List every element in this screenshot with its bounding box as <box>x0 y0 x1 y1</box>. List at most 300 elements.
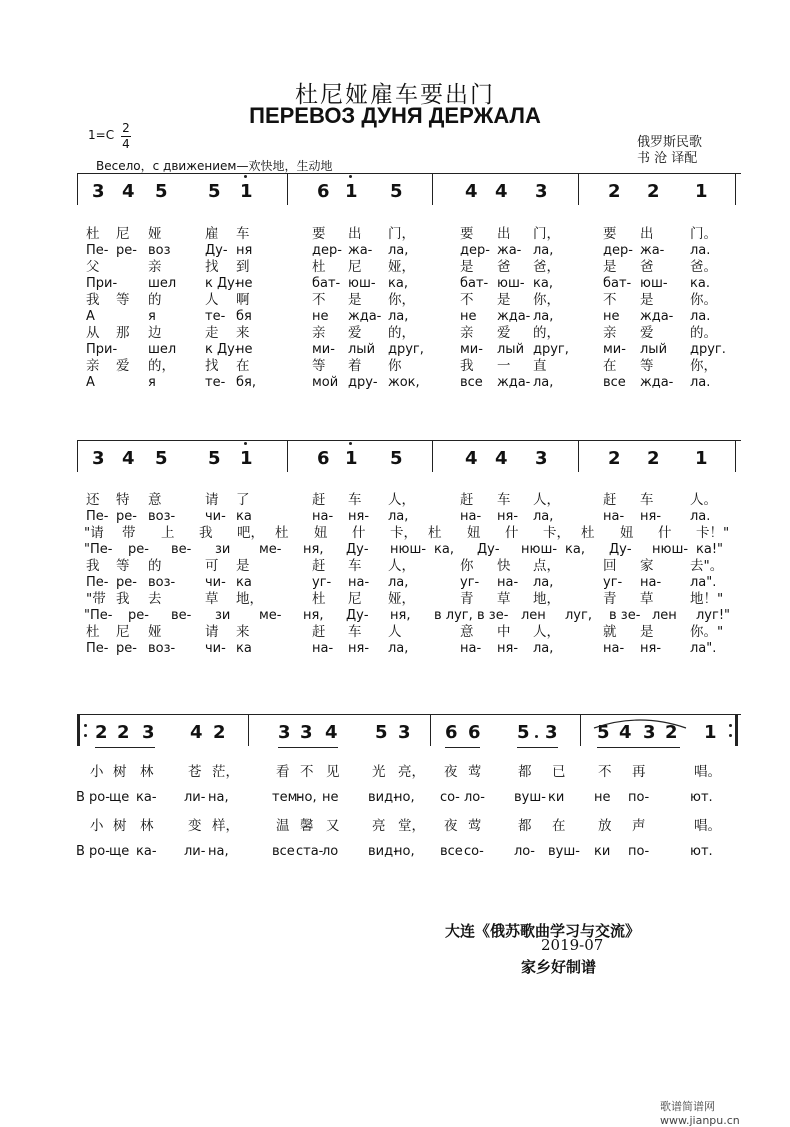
barline <box>77 440 78 472</box>
lyric-syllable: ка <box>236 574 252 590</box>
lyric-syllable: 杜 <box>428 525 442 541</box>
note: 3 <box>398 722 411 743</box>
lyric-syllable: ло <box>322 844 339 859</box>
lyric-syllable: друг, <box>388 341 424 357</box>
lyric-syllable: 从 <box>86 325 100 341</box>
lyric-syllable: 林 <box>140 764 154 780</box>
lyric-syllable: 边 <box>148 325 162 341</box>
lyric-syllable: не <box>312 308 329 324</box>
slur <box>592 716 692 730</box>
time-signature <box>121 122 131 151</box>
lyric-syllable: юш- <box>497 275 525 291</box>
note: 4 <box>465 181 478 202</box>
lyric-syllable: чи- <box>205 508 226 524</box>
note: 3 <box>545 722 558 743</box>
lyric-syllable: 都 <box>518 764 532 780</box>
lyric-syllable: дру- <box>348 374 378 390</box>
lyric-syllable: луг!" <box>696 607 731 623</box>
lyric-syllable: ло- <box>514 844 535 859</box>
lyric-syllable: 我 <box>86 292 100 308</box>
note: 2 <box>608 448 621 469</box>
note: 1 <box>345 448 358 469</box>
title-russian: ПЕРЕВОЗ ДУНЯ ДЕРЖАЛА <box>249 103 541 128</box>
lyric-syllable: 等 <box>312 358 326 374</box>
lyric-syllable: лен <box>652 607 677 623</box>
barline <box>578 173 579 205</box>
lyric-syllable: 妞 <box>314 525 328 541</box>
lyric-syllable: вид- <box>368 790 398 805</box>
lyric-syllable: 家 <box>640 558 654 574</box>
lyric-syllable: 门， <box>388 226 415 242</box>
lyric-syllable: 杜 <box>86 226 100 242</box>
lyric-syllable: 请 <box>205 624 219 640</box>
time-numerator: 2 <box>122 121 130 135</box>
note: 5 <box>155 448 168 469</box>
lyric-syllable: При- <box>86 341 118 357</box>
lyric-syllable: 的 <box>148 292 162 308</box>
barline <box>248 714 249 746</box>
lyric-syllable: 的 <box>148 558 162 574</box>
lyric-syllable: 亲 <box>603 325 617 341</box>
lyric-syllable: 门。 <box>690 226 717 242</box>
lyric-syllable: 的， <box>148 358 175 374</box>
lyric-syllable: не <box>322 790 339 805</box>
note: 4 <box>465 448 478 469</box>
lyric-syllable: 直 <box>533 358 547 374</box>
lyric-syllable: бат- <box>460 275 489 291</box>
lyric-syllable: 已 <box>552 764 566 780</box>
lyric-syllable: жда- <box>497 374 531 390</box>
lyric-syllable: ре- <box>116 242 137 258</box>
lyric-syllable: 地， <box>533 591 560 607</box>
note: 3 <box>92 181 105 202</box>
lyric-syllable: 是 <box>236 558 250 574</box>
note: 4 <box>619 722 632 743</box>
lyric-syllable: 特 <box>116 492 130 508</box>
note: 5 <box>517 722 530 743</box>
lyric-syllable: 看 <box>276 764 290 780</box>
lyric-syllable: 亲 <box>312 325 326 341</box>
lyric-syllable: 不 <box>598 764 612 780</box>
lyric-syllable: ка <box>236 508 252 524</box>
lyric-syllable: уг- <box>312 574 332 590</box>
lyric-syllable: дер- <box>603 242 633 258</box>
lyric-syllable: 爸 <box>640 259 654 275</box>
lyric-syllable: ня, <box>303 607 324 623</box>
barline <box>735 440 736 472</box>
barline <box>430 714 431 746</box>
note: 5 <box>208 181 221 202</box>
lyric-syllable: "Пе- <box>84 607 113 623</box>
octave-dot <box>349 442 352 445</box>
lyric-syllable: 树 <box>113 764 127 780</box>
lyric-syllable: по- <box>628 844 650 859</box>
lyric-syllable: "带 <box>86 591 106 607</box>
lyric-syllable: дер- <box>312 242 342 258</box>
lyric-syllable: 妞 <box>620 525 634 541</box>
lyric-syllable: нюш- <box>521 541 558 557</box>
lyric-syllable: 什 <box>505 525 519 541</box>
lyric-syllable: 父 <box>86 259 100 275</box>
lyric-syllable: 出 <box>348 226 362 242</box>
lyric-syllable: 在 <box>603 358 617 374</box>
translator-credit: 书 沧 译配 <box>637 151 698 166</box>
lyric-syllable: жда- <box>640 374 674 390</box>
lyric-syllable: жа- <box>348 242 373 258</box>
note: 4 <box>325 722 338 743</box>
lyric-syllable: 不 <box>460 292 474 308</box>
lyric-syllable: 你， <box>690 358 717 374</box>
lyric-syllable: лый <box>497 341 525 357</box>
lyric-syllable: ка!" <box>696 541 724 557</box>
lyric-syllable: Ду- <box>205 242 228 258</box>
lyric-syllable: на, <box>208 790 229 805</box>
lyric-syllable: ла, <box>388 308 409 324</box>
lyric-syllable: ка- <box>136 844 157 859</box>
lyric-syllable: на, <box>208 844 229 859</box>
lyric-syllable: бат- <box>312 275 341 291</box>
lyric-syllable: 是 <box>460 259 474 275</box>
lyric-syllable: 卡， <box>543 525 570 541</box>
lyric-syllable: бат- <box>603 275 632 291</box>
lyric-syllable: чи- <box>205 574 226 590</box>
lyric-syllable: к Ду- <box>205 275 240 291</box>
lyric-syllable: уг- <box>460 574 480 590</box>
lyric-syllable: ла, <box>533 508 554 524</box>
lyric-syllable: 杜 <box>312 591 326 607</box>
lyric-syllable: 赶 <box>312 492 326 508</box>
lyric-syllable: 在 <box>552 818 566 834</box>
lyric-syllable: 尼 <box>348 259 362 275</box>
lyric-syllable: 车 <box>348 558 362 574</box>
lyric-syllable: зи <box>215 607 231 623</box>
credit-maker: 家乡好制谱 <box>521 958 597 976</box>
lyric-syllable: 你 <box>460 558 474 574</box>
lyric-syllable: 苍 <box>188 764 202 780</box>
lyric-syllable: в луг, <box>434 607 473 623</box>
lyric-syllable: 来 <box>236 624 250 640</box>
lyric-syllable: ла, <box>388 640 409 656</box>
note: 3 <box>92 448 105 469</box>
tempo-marking: Весело，с движением—欢快地，生动地 <box>96 159 333 173</box>
lyric-syllable: 再 <box>632 764 646 780</box>
lyric-syllable: В ро- <box>76 790 110 805</box>
lyric-syllable: 的， <box>533 325 560 341</box>
lyric-syllable: В ро- <box>76 844 110 859</box>
lyric-syllable: ка, <box>533 275 553 291</box>
lyric-syllable: ре- <box>128 541 149 557</box>
lyric-syllable: 你。" <box>690 624 724 640</box>
lyric-syllable: 快 <box>497 558 511 574</box>
lyric-syllable: 小 <box>90 764 104 780</box>
note: 5 <box>155 181 168 202</box>
lyric-syllable: ла, <box>533 640 554 656</box>
lyric-syllable: 车 <box>640 492 654 508</box>
lyric-syllable: по- <box>628 790 650 805</box>
note: 2 <box>117 722 130 743</box>
barline <box>77 173 78 205</box>
lyric-syllable: ли- <box>184 790 206 805</box>
credit-source: 大连《俄苏歌曲学习与交流》 <box>445 922 641 940</box>
lyric-syllable: жда- <box>497 308 531 324</box>
barline <box>287 440 288 472</box>
lyric-syllable: 到 <box>236 259 250 275</box>
repeat-dot <box>84 724 87 727</box>
lyric-syllable: не <box>236 275 253 291</box>
lyric-syllable: но, <box>296 790 317 805</box>
note: 5 <box>375 722 388 743</box>
lyric-syllable: воз- <box>148 508 176 524</box>
lyric-syllable: 杜 <box>275 525 289 541</box>
lyric-syllable: 等 <box>640 358 654 374</box>
lyric-syllable: 爸。 <box>690 259 717 275</box>
lyric-syllable: 尼 <box>116 624 130 640</box>
barline <box>432 173 433 205</box>
lyric-syllable: 我 <box>116 591 130 607</box>
lyric-syllable: ют. <box>690 790 713 805</box>
lyric-syllable: 那 <box>116 325 130 341</box>
lyric-syllable: 妞 <box>467 525 481 541</box>
lyric-syllable: 车 <box>348 624 362 640</box>
lyric-syllable: жа- <box>497 242 522 258</box>
lyric-syllable: лен <box>521 607 546 623</box>
lyric-syllable: 着 <box>348 358 362 374</box>
lyric-syllable: ла, <box>533 308 554 324</box>
note: 4 <box>190 722 203 743</box>
lyric-syllable: ла". <box>690 574 717 590</box>
lyric-syllable: Пе- <box>86 508 109 524</box>
lyric-syllable: 雇 <box>205 226 219 242</box>
note: 4 <box>495 448 508 469</box>
note: 2 <box>647 448 660 469</box>
lyric-syllable: к Ду- <box>205 341 240 357</box>
lyric-syllable: лый <box>348 341 376 357</box>
note: 3 <box>278 722 291 743</box>
lyric-syllable: 夜 <box>444 764 458 780</box>
lyric-syllable: ня, <box>303 541 324 557</box>
lyric-syllable: ня- <box>640 640 662 656</box>
lyric-syllable: ла, <box>533 574 554 590</box>
lyric-syllable: 草 <box>640 591 654 607</box>
lyric-syllable: ла, <box>388 508 409 524</box>
lyric-syllable: ня, <box>390 607 411 623</box>
lyric-syllable: Ду- <box>477 541 500 557</box>
lyric-syllable: ще <box>109 790 130 805</box>
lyric-syllable: я <box>148 374 156 390</box>
lyric-syllable: Ду- <box>346 541 369 557</box>
octave-dot <box>349 175 352 178</box>
eighth-underline <box>517 747 558 748</box>
title-chinese: 杜尼娅雇车要出门 <box>295 82 495 108</box>
lyric-syllable: ла, <box>388 242 409 258</box>
lyric-syllable: 杜 <box>86 624 100 640</box>
lyric-syllable: 意 <box>460 624 474 640</box>
lyric-syllable: 唱。 <box>694 818 721 834</box>
lyric-syllable: чи- <box>205 640 226 656</box>
repeat-start-thick <box>77 714 80 746</box>
lyric-syllable: ют. <box>690 844 713 859</box>
lyric-syllable: 就 <box>603 624 617 640</box>
lyric-syllable: 要 <box>312 226 326 242</box>
lyric-syllable: 我 <box>86 558 100 574</box>
lyric-syllable: 不 <box>300 764 314 780</box>
lyric-syllable: 声 <box>632 818 646 834</box>
lyric-syllable: 的， <box>388 325 415 341</box>
lyric-syllable: мой <box>312 374 339 390</box>
dotted-note-dot <box>535 735 538 738</box>
lyric-syllable: 温 <box>276 818 290 834</box>
lyric-syllable: 夜 <box>444 818 458 834</box>
lyric-syllable: 娅， <box>388 591 415 607</box>
note: 4 <box>495 181 508 202</box>
barline <box>580 714 581 746</box>
lyric-syllable: 亮 <box>372 818 386 834</box>
lyric-syllable: на- <box>348 574 370 590</box>
note: 4 <box>122 448 135 469</box>
lyric-syllable: 亮， <box>398 764 425 780</box>
eighth-underline <box>597 747 680 748</box>
lyric-syllable: 你， <box>388 292 415 308</box>
lyric-syllable: 是 <box>603 259 617 275</box>
lyric-syllable: 树 <box>113 818 127 834</box>
lyric-syllable: ла, <box>388 574 409 590</box>
lyric-syllable: 尼 <box>348 591 362 607</box>
lyric-syllable: жда- <box>348 308 382 324</box>
lyric-syllable: 赶 <box>603 492 617 508</box>
lyric-syllable: 爸， <box>533 259 560 275</box>
note: 1 <box>695 448 708 469</box>
lyric-syllable: ка <box>236 640 252 656</box>
lyric-syllable: ня- <box>348 508 370 524</box>
lyric-syllable: 爱 <box>116 358 130 374</box>
lyric-syllable: ла. <box>690 374 711 390</box>
lyric-syllable: 堂， <box>398 818 425 834</box>
lyric-syllable: 放 <box>598 818 612 834</box>
note: 1 <box>240 181 253 202</box>
lyric-syllable: 莺 <box>468 764 482 780</box>
lyric-syllable: 吧， <box>237 525 264 541</box>
lyric-syllable: 什 <box>658 525 672 541</box>
note: 2 <box>213 722 226 743</box>
lyric-syllable: 了 <box>236 492 250 508</box>
lyric-syllable: ка, <box>434 541 454 557</box>
lyric-syllable: 馨 <box>300 818 314 834</box>
lyric-syllable: жа- <box>640 242 665 258</box>
lyric-syllable: ня <box>236 242 253 258</box>
song-origin: 俄罗斯民歌 <box>637 135 703 150</box>
note: 2 <box>647 181 660 202</box>
lyric-syllable: Ду- <box>609 541 632 557</box>
lyric-syllable: не <box>603 308 620 324</box>
repeat-end-thick <box>735 714 738 746</box>
lyric-syllable: 走 <box>205 325 219 341</box>
lyric-syllable: 爱 <box>348 325 362 341</box>
lyric-syllable: 车 <box>236 226 250 242</box>
lyric-syllable: ре- <box>128 607 149 623</box>
lyric-syllable: на- <box>312 508 334 524</box>
lyric-syllable: 亲 <box>86 358 100 374</box>
lyric-syllable: 出 <box>640 226 654 242</box>
note: 1 <box>240 448 253 469</box>
lyric-syllable: луг, <box>565 607 592 623</box>
note: 6 <box>468 722 481 743</box>
lyric-syllable: 在 <box>236 358 250 374</box>
lyric-syllable: 是 <box>640 624 654 640</box>
lyric-syllable: 你 <box>388 358 402 374</box>
lyric-syllable: ре- <box>116 508 137 524</box>
time-denominator: 4 <box>122 137 130 151</box>
lyric-syllable: 我 <box>460 358 474 374</box>
lyric-syllable: ка- <box>136 790 157 805</box>
lyric-syllable: 意 <box>148 492 162 508</box>
lyric-syllable: в зе- <box>477 607 509 623</box>
barline <box>578 440 579 472</box>
lyric-syllable: 人， <box>533 624 560 640</box>
lyric-syllable: Ду- <box>346 607 369 623</box>
lyric-syllable: 来 <box>236 325 250 341</box>
note: 5 <box>390 181 403 202</box>
lyric-syllable: 地！" <box>690 591 724 607</box>
lyric-syllable: 一 <box>497 358 511 374</box>
lyric-syllable: ла. <box>690 508 711 524</box>
lyric-syllable: лый <box>640 341 668 357</box>
lyric-syllable: зи <box>215 541 231 557</box>
lyric-syllable: 还 <box>86 492 100 508</box>
lyric-syllable: 见 <box>326 764 340 780</box>
note: 5 <box>390 448 403 469</box>
octave-dot <box>244 175 247 178</box>
lyric-syllable: "Пе- <box>84 541 113 557</box>
lyric-syllable: ки <box>548 790 565 805</box>
lyric-syllable: 人 <box>205 292 219 308</box>
lyric-syllable: 不 <box>312 292 326 308</box>
lyric-syllable: 人。 <box>690 492 717 508</box>
lyric-syllable: ре- <box>116 640 137 656</box>
lyric-syllable: ка. <box>690 275 710 291</box>
lyric-syllable: 上 <box>161 525 175 541</box>
lyric-syllable: 爸 <box>497 259 511 275</box>
lyric-syllable: 娅 <box>148 226 162 242</box>
note: 4 <box>122 181 135 202</box>
lyric-syllable: друг. <box>690 341 726 357</box>
lyric-syllable: 娅， <box>388 259 415 275</box>
lyric-syllable: воз- <box>148 574 176 590</box>
lyric-syllable: 草 <box>205 591 219 607</box>
lyric-syllable: 找 <box>205 259 219 275</box>
note: 2 <box>95 722 108 743</box>
eighth-underline <box>95 747 155 748</box>
lyric-syllable: 要 <box>603 226 617 242</box>
lyric-syllable: 林 <box>140 818 154 834</box>
lyric-syllable: ло- <box>464 790 485 805</box>
lyric-syllable: 去 <box>148 591 162 607</box>
lyric-syllable: 青 <box>460 591 474 607</box>
note: 2 <box>665 722 678 743</box>
eighth-underline <box>278 747 338 748</box>
lyric-syllable: ла, <box>533 374 554 390</box>
note: 1 <box>345 181 358 202</box>
lyric-syllable: Пе- <box>86 574 109 590</box>
note: 3 <box>643 722 656 743</box>
lyric-syllable: 回 <box>603 558 617 574</box>
lyric-syllable: 等 <box>116 558 130 574</box>
lyric-syllable: 杜 <box>312 259 326 275</box>
lyric-syllable: Пе- <box>86 242 109 258</box>
barline <box>735 173 736 205</box>
lyric-syllable: А <box>86 374 95 390</box>
lyric-syllable: ста- <box>296 844 324 859</box>
lyric-syllable: 你。 <box>690 292 717 308</box>
